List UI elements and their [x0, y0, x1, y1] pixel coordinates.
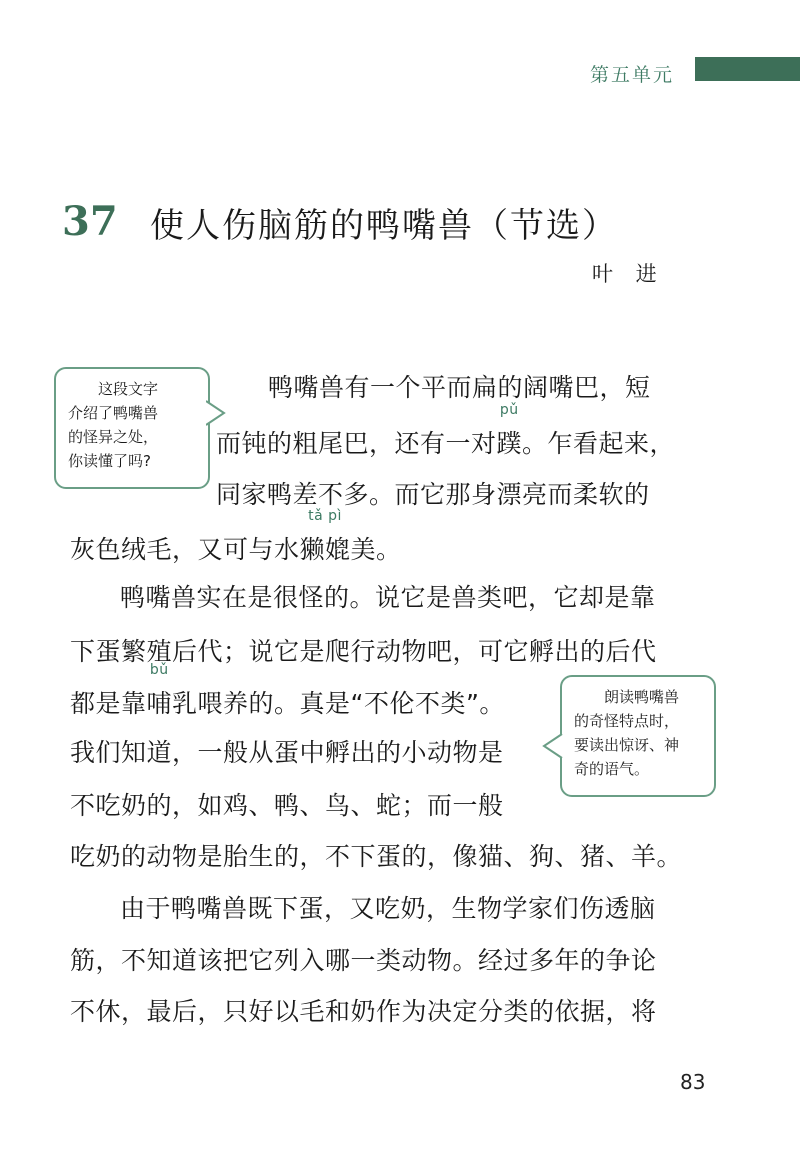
text-line-11: 由于鸭嘴兽既下蛋，又吃奶，生物学家们伤透脑: [120, 894, 656, 923]
author: 叶 进: [592, 262, 665, 286]
text-line-6: 下蛋繁殖后代；说它是爬行动物吧，可它孵出的后代: [70, 637, 657, 666]
note-line: 的奇怪特点时，: [574, 712, 680, 730]
text-line-4: [70, 508, 402, 566]
pinyin-char: [299, 508, 351, 566]
pinyin-label: tǎ pì: [308, 508, 342, 524]
pinyin-char: [146, 662, 173, 720]
text-segment: 獭媲: [299, 535, 351, 564]
text-line-12: 筋，不知道该把它列入哪一类动物。经过多年的争论: [70, 946, 657, 975]
note-bubble-1: [54, 367, 210, 489]
page-number: 83: [680, 1070, 706, 1094]
text-segment: 。乍看起来，: [522, 429, 676, 458]
text-line-9: 不吃奶的，如鸡、鸭、鸟、蛇；而一般: [70, 791, 504, 820]
text-line-1: 鸭嘴兽有一个平而扁的阔嘴巴，短: [268, 373, 651, 402]
text-segment: 而钝的粗尾巴，还有一对: [216, 429, 497, 458]
text-line-13: 不休，最后，只好以毛和奶作为决定分类的依据，将: [70, 997, 657, 1026]
unit-label: 第五单元: [590, 64, 675, 86]
note-line: 朗读鸭嘴兽: [604, 688, 680, 706]
pinyin-label: pǔ: [499, 402, 519, 418]
text-segment: 灰色绒毛，又可与水: [70, 535, 300, 564]
text-line-2: [216, 402, 676, 460]
note-line: 这段文字: [98, 380, 159, 398]
note-line: 奇的语气。: [574, 760, 650, 778]
note-line: 介绍了鸭嘴兽: [68, 404, 159, 422]
text-segment: 都是靠: [70, 689, 147, 718]
note-line: 要读出惊讶、神: [574, 736, 680, 754]
text-line-8: 我们知道，一般从蛋中孵出的小动物是: [70, 738, 504, 767]
lesson-title: 使人伤脑筋的鸭嘴兽（节选）: [150, 206, 618, 246]
pinyin-char: [496, 402, 523, 460]
text-segment: 哺: [146, 689, 173, 718]
text-line-7: [70, 662, 505, 720]
bubble-tail-icon: [540, 732, 564, 762]
pinyin-label: bǔ: [149, 662, 169, 678]
text-line-5: 鸭嘴兽实在是很怪的。说它是兽类吧，它却是靠: [120, 583, 656, 612]
text-line-10: 吃奶的动物是胎生的，不下蛋的，像猫、狗、猪、羊。: [70, 842, 683, 871]
lesson-number: 37: [62, 198, 118, 245]
text-segment: 乳喂养的。真是“不伦不类”。: [172, 689, 505, 718]
text-segment: 美。: [350, 535, 402, 564]
note-line: 你读懂了吗?: [68, 452, 151, 470]
text-line-3: 同家鸭差不多。而它那身漂亮而柔软的: [216, 480, 650, 509]
text-segment: 蹼: [496, 429, 523, 458]
note-line: 的怪异之处，: [68, 428, 159, 446]
unit-bar: [695, 57, 800, 81]
note-bubble-2: [560, 675, 716, 797]
